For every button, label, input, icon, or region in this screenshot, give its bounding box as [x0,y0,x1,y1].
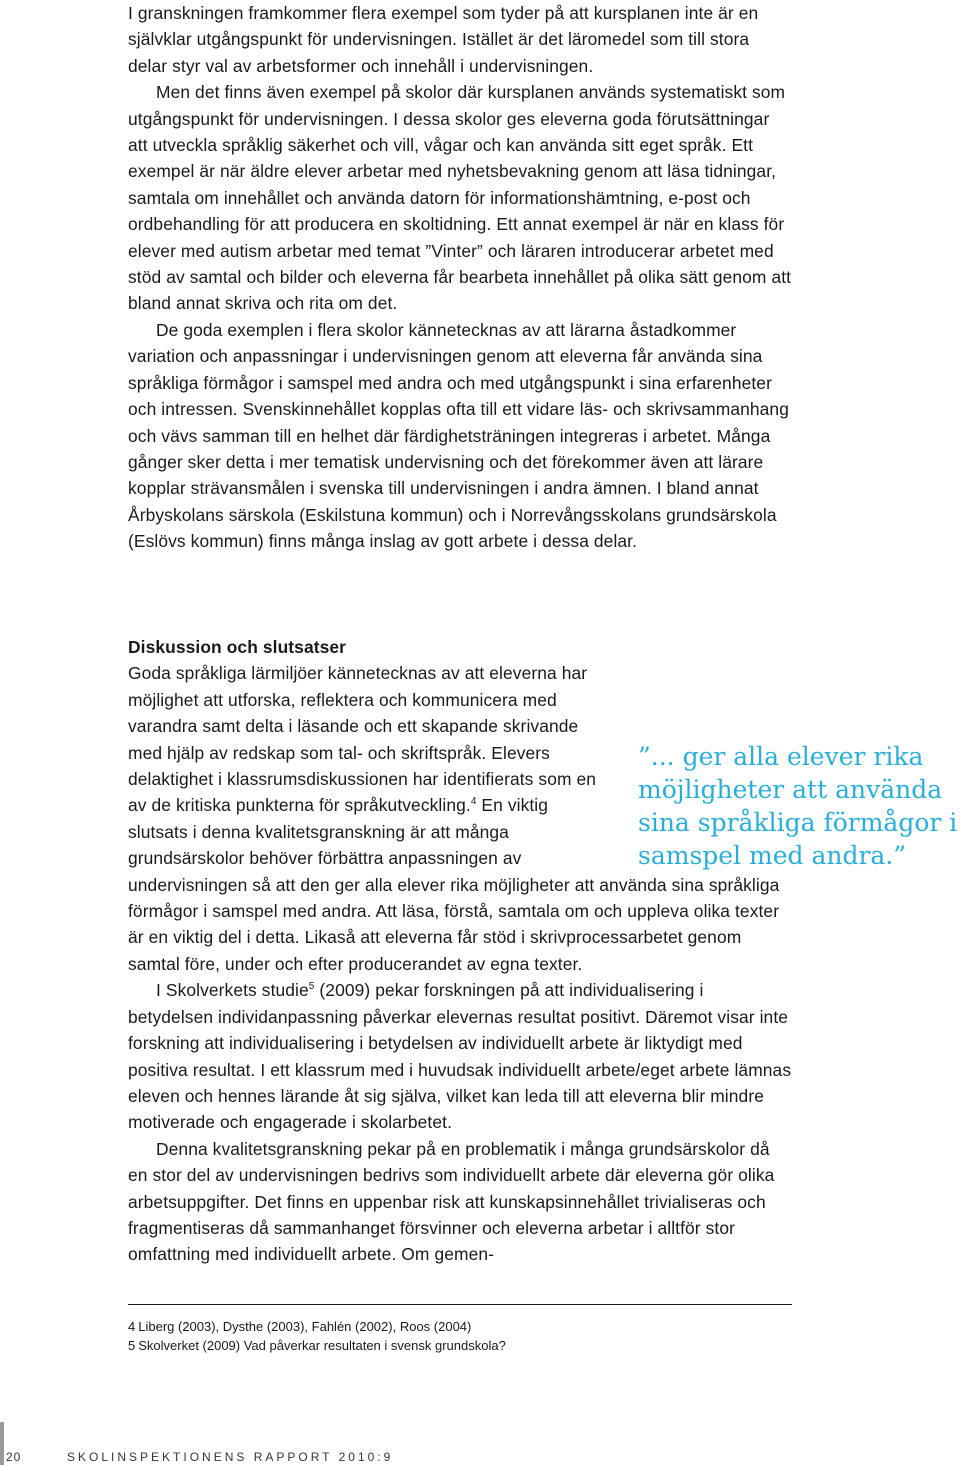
footnote [128,1317,506,1336]
footnote-ref: 5 [308,981,315,993]
paragraph: De goda exemplen i flera skolor kännetecknas av att lärarna åstadkommer variation och anpassningar i undervisningen genom att eleverna får använda sina språkliga förmågor i samspel med andra och med utgångspunkt i sina erfarenheter och intressen. Svenskinnehållet kopplas ofta till ett vidare läs- och skrivsammanhang och vävs samman till en helhet där färdighetsträningen integreras i arbetet. Många gånger sker detta i mer tematisk undervisning och det förekommer även att lärare kopplar strävansmålen i svenska till undervisningen i andra ämnen. I bland annat Årbyskolans särskola (Eskilstuna kommun) och i Norrevångsskolans grundsärskola (Eslövs kommun) finns många inslag av gott arbete i dessa delar. [128,319,789,552]
paragraph [128,977,792,1135]
footnote-ref: 4 [470,796,477,808]
paragraph-text: Goda språkliga lärmiljöer kännetecknas av att eleverna har möjlighet att utforska, reflektera och kommunicera med varandra samt delta i läsande och ett skapande skrivande med hjälp av redskap som tal- och skriftspråk. Elevers delaktighet i klassrumsdiskussionen har identifierats som en av de kritiska punkterna för språkutveckling. [128,663,597,816]
discussion-section [128,634,792,1268]
paragraph: Denna kvalitetsgranskning pekar på en problematik i många grundsärskolor då en stor del av undervisningen bedrivs som individuellt arbete där eleverna gör olika arbetsuppgifter. Det finns en uppenbar risk att kunskapsinnehållet trivialiseras och fragmentiseras då sammanhanget försvinner och eleverna arbetar i alltför stor omfattning med individuellt arbete. Om gemen- [128,1138,775,1265]
paragraph: Men det finns även exempel på skolor där kursplanen används systematiskt som utgångspunkt för undervisningen. I dessa skolor ges eleverna goda förutsättningar att utveckla språklig säkerhet och vill, vågar och kan använda sitt eget språk. Ett exempel är när äldre elever arbetar med nyhetsbevakning genom att läsa tidningar, samtala om innehållet och använda datorn för informationshämtning, e-post och ordbehandling för att producera en skoltidning. Ett annat exempel är när en klass för elever med autism arbetar med temat ”Vinter” och läraren introducerar arbetet med stöd av samtal och bilder och eleverna får bearbeta innehållet på olika sätt genom att bland annat skriva och rita om det. [128,82,792,314]
paragraph: I granskningen framkommer flera exempel som tyder på att kursplanen inte är en självklar utgångspunkt för undervisningen. Istället är det läromedel som till stora delar styr val av arbetsformer och innehåll i undervisningen. [128,3,759,76]
main-text-block [128,0,792,555]
report-title: SKOLINSPEKTIONENS RAPPORT 2010:9 [67,1450,394,1464]
footer-marker [0,1422,4,1465]
section-heading: Diskussion och slutsatser [128,637,347,657]
page-number: 20 [6,1450,22,1464]
footnotes [128,1317,506,1355]
paragraph-text: I Skolverkets studie [156,980,309,1001]
footnote-number: 5 [128,1338,136,1353]
paragraph-text: (2009) pekar forskningen på att individualisering i betydelsen individanpassning påverkar elevernas resultat positivt. Däremot visar inte forskning att individualisering i betydelsen av individuellt arbete är liktydigt med positiva resultat. I ett klassrum med i huvudsak individuellt arbete/eget arbete lämnas eleven och hennes lärande åt sig själva, vilket kan leda till att eleverna blir mindre motiverade och engagerade i skolarbetet. [128,980,792,1133]
footnote-text: Skolverket (2009) Vad påverkar resultaten i svensk grundskola? [138,1338,506,1353]
footnote-divider [128,1304,792,1305]
footnote [128,1336,506,1355]
footnote-text: Liberg (2003), Dysthe (2003), Fahlén (2002), Roos (2004) [138,1319,472,1334]
pull-quote: ”... ger alla elever rika möjligheter att använda sina språkliga förmågor i samspel med andra.” [638,742,958,870]
paragraph-text: En viktig slutsats i denna kvalitetsgranskning är att många grundsärskolor behöver förbättra anpassningen av undervisningen så att den ger alla elever rika möjligheter att använda sina språkliga förmågor i samspel med andra. Att läsa, förstå, samtala om och uppleva olika texter är en viktig del i detta. Likaså att eleverna får stöd i skrivprocessarbetet genom samtal före, under och efter producerandet av egna texter. [128,795,780,974]
footnote-number: 4 [128,1319,136,1334]
